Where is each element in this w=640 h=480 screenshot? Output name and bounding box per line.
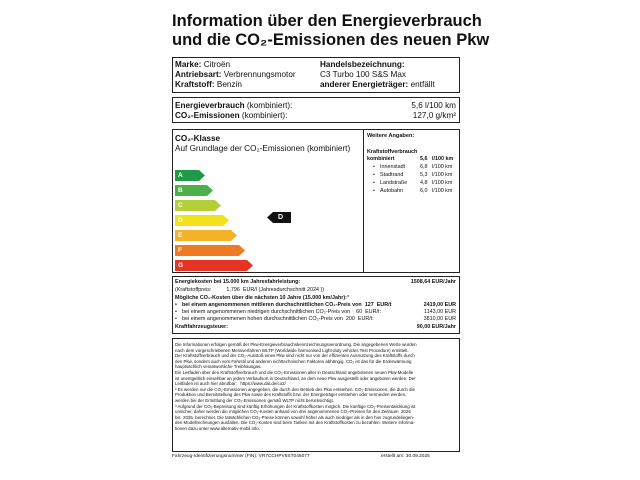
marke-label: Marke: xyxy=(175,60,202,69)
weitere-row-value: 6,8 xyxy=(420,164,428,170)
co2-label: CO₂-Emissionen xyxy=(175,111,240,120)
andere-label: anderer Energieträger: xyxy=(320,80,409,89)
steuer-label: Kraftfahrzeugsteuer: xyxy=(175,324,229,330)
footer-line: den Modellrechnungen ausfallen. Die CO₂-Kosten sind beim Tanken mit den Kraftstoffkosten zu bezahlen. Weitere Informa- xyxy=(175,420,415,426)
footer-line: Ein Leitfaden über den Kraftstoffverbrauch und die CO₂-Emissionen aller in Deutschland angebotenen neuen Pkw-Modelle xyxy=(175,369,414,375)
co2-class-bar xyxy=(175,200,221,211)
vehicle-info-box xyxy=(172,57,460,93)
footer-line: ² Es werden nur die CO₂-Emissionen angegeben, die durch den Betrieb des Pkw entstehen. CO₂-Emissionen, die durch die xyxy=(175,386,415,392)
co2-class-bar xyxy=(175,170,205,181)
footer-line: Die Informationen erfolgen gemäß der Pkw-Energieverbrauchskennzeichnungsverordnung. Die angegebenen Werte wurden xyxy=(175,342,417,347)
co2-value: 127,0 g/km² xyxy=(412,111,456,120)
kraftstoff-label: Kraftstoff: xyxy=(175,80,215,89)
footer-line: ³ Aufgrund der CO₂-Bepreisung sind künftig Erhöhungen der Kraftstoffkosten möglich. Die künftige CO₂-Preisentwicklung ist xyxy=(175,403,416,409)
co2-class-bar-label: A xyxy=(178,172,183,179)
energie-label: Energieverbrauch xyxy=(175,101,245,110)
kombiniert-label: kombiniert xyxy=(367,156,395,162)
weitere-row-label: • Autobahn xyxy=(380,188,403,195)
costs-box xyxy=(172,276,460,334)
co2-cost-row-label: • bei einem angenommenen mittleren durchschnittlichen CO₂-Preis von 127 EUR/t xyxy=(182,302,391,309)
moegliche-label: Mögliche CO₂-Kosten über die nächsten 10 Jahre (15.000 km/Jahr):³ xyxy=(175,295,349,301)
kraftstoff-heading: Kraftstoffverbrauch xyxy=(367,149,418,155)
fin-label: Fahrzeug-Identifizierungsnummer (FIN): VR7CCHPV6ST046077 xyxy=(172,454,310,459)
marke-value: Citroën xyxy=(203,60,231,69)
co2-class-bar-label: F xyxy=(178,247,182,254)
co2-class-bar xyxy=(175,260,253,271)
title-line-2: und die CO₂-Emissionen des neuen Pkw xyxy=(172,31,490,49)
antrieb-label: Antriebsart: xyxy=(175,70,222,79)
footer-line: tionen dazu unter www.alternativ-mobil.info. xyxy=(175,425,260,431)
energie-value: 5,6 l/100 km xyxy=(411,101,456,110)
footer-line: unsicher, daher werden die möglichen CO₂-Kosten anhand von drei angenommenen CO₂-Preisen für den Zeitraum 2026 xyxy=(175,409,411,415)
weitere-heading: Weitere Angaben: xyxy=(367,133,415,139)
co2-class-bar-label: D xyxy=(178,217,183,224)
co2-class-subheading: Auf Grundlage der CO₂-Emissionen (kombiniert) xyxy=(175,144,351,153)
footer-line: Der Kraftstoffverbrauch und der CO₂-Ausstoß eines Pkw sind nicht nur von der effizienten Ausnutzung des Kraftstoffs durch xyxy=(175,353,415,359)
co2-suffix: (kombiniert): xyxy=(241,111,288,120)
footer-notes-box xyxy=(172,338,460,452)
energiekosten-value: 1508,64 EUR/Jahr xyxy=(410,279,456,285)
footer-line: hauptsächlich verantwortliche Treibhausgas. xyxy=(175,364,262,370)
energiekosten-label: Energiekosten bei 15.000 km Jahresfahrleistung: xyxy=(175,279,301,285)
handels-value: C3 Turbo 100 S&S Max xyxy=(320,70,407,79)
co2-class-bar-label: G xyxy=(178,262,184,269)
weitere-row-unit: l/100 km xyxy=(432,164,453,170)
weitere-row-unit: l/100 km xyxy=(432,172,453,178)
co2-class-bar-label: C xyxy=(178,202,183,209)
energie-suffix: (kombiniert): xyxy=(246,101,293,110)
weitere-row-label: • Landstraße xyxy=(380,180,407,187)
co2-class-bar xyxy=(175,215,229,226)
erstellt-label: erstellt am: 30.09.2025 xyxy=(381,454,430,459)
co2-class-bar-label: E xyxy=(178,232,183,239)
footer-line: bis 2035 berechnet. Die tatsächlichen CO₂-Preise können sowohl höher als auch niedriger als in den hier zugrundeliegen- xyxy=(175,414,415,420)
weitere-row-value: 6,0 xyxy=(420,188,428,194)
co2-class-bar xyxy=(175,230,237,241)
current-class-label: D xyxy=(278,214,284,221)
co2-class-heading: CO₂-Klasse xyxy=(175,134,221,143)
handels-label: Handelsbezeichnung: xyxy=(320,60,405,69)
footer-line: ist unentgeltlich einsehbar an jedem Verkaufsort in Deutschland, an dem neue Pkw ausgestellt oder angeboten werden. Der xyxy=(175,375,416,381)
co2-class-box xyxy=(172,129,460,273)
weitere-row-unit: l/100 km xyxy=(432,188,453,194)
andere-value: entfällt xyxy=(410,80,435,89)
co2-cost-row-value: 3810,00 EUR xyxy=(423,316,456,322)
footer-line: Leitfaden ist auch hier abrufbar: https://www.dat.de/co2/ xyxy=(175,381,286,387)
co2-cost-row-label: • bei einem angenommenen niedrigen durchschnittlichen CO₂-Preis von 60 EUR/t: xyxy=(182,309,381,316)
kraftstoffpreis: (Kraftstoffpreis: 1,796 EUR/l (Jahresdurchschnitt 2024 )) xyxy=(175,287,325,293)
weitere-row-value: 4,8 xyxy=(420,180,428,186)
page-title xyxy=(172,12,489,50)
co2-class-bar xyxy=(175,245,245,256)
co2-cost-row-label: • bei einem angenommenen hohen durchschnittlichen CO₂-Preis von 200 EUR/t: xyxy=(182,316,374,323)
kombiniert-unit: l/100 km xyxy=(432,156,454,162)
footer-notes xyxy=(175,342,457,432)
weitere-row-value: 5,3 xyxy=(420,172,428,178)
kombiniert-value: 5,6 xyxy=(420,156,428,162)
steuer-value: 90,00 EUR/Jahr xyxy=(416,324,456,330)
antrieb-value: Verbrennungsmotor xyxy=(223,70,296,79)
co2-cost-row-value: 1143,00 EUR xyxy=(424,309,456,315)
co2-class-bar-label: B xyxy=(178,187,183,194)
title-line-1: Information über den Energieverbrauch xyxy=(172,12,482,30)
co2-cost-row-value: 2419,00 EUR xyxy=(423,302,456,308)
kraftstoff-value: Benzin xyxy=(216,80,242,89)
current-class-marker xyxy=(267,212,291,223)
weitere-row-unit: l/100 km xyxy=(432,180,453,186)
co2-class-bar xyxy=(175,185,213,196)
consumption-box xyxy=(172,97,460,123)
weitere-row-label: • Stadtrand xyxy=(380,172,403,179)
weitere-row-label: • Innenstadt xyxy=(380,164,405,171)
footer-line: werden bei der Ermittlung der CO₂-Emissionen gemäß WLTP nicht berücksichtigt. xyxy=(175,397,334,403)
footer-line: nach dem vorgeschriebenen Messverfahren WLTP (Worldwide harmonised Light-duty vehicles Test Procedure) ermittelt. xyxy=(175,347,409,353)
footer-line: Produktion und Bereitstellung des Pkw sowie des Kraftstoffs bzw. der Energieträger entstehen oder vermieden werden, xyxy=(175,392,407,398)
footer-line: den Pkw, sondern auch vom Fahrstil und anderen nichttechnischen Faktoren abhängig. CO₂ ist das für die Erderwärmung xyxy=(175,358,412,364)
